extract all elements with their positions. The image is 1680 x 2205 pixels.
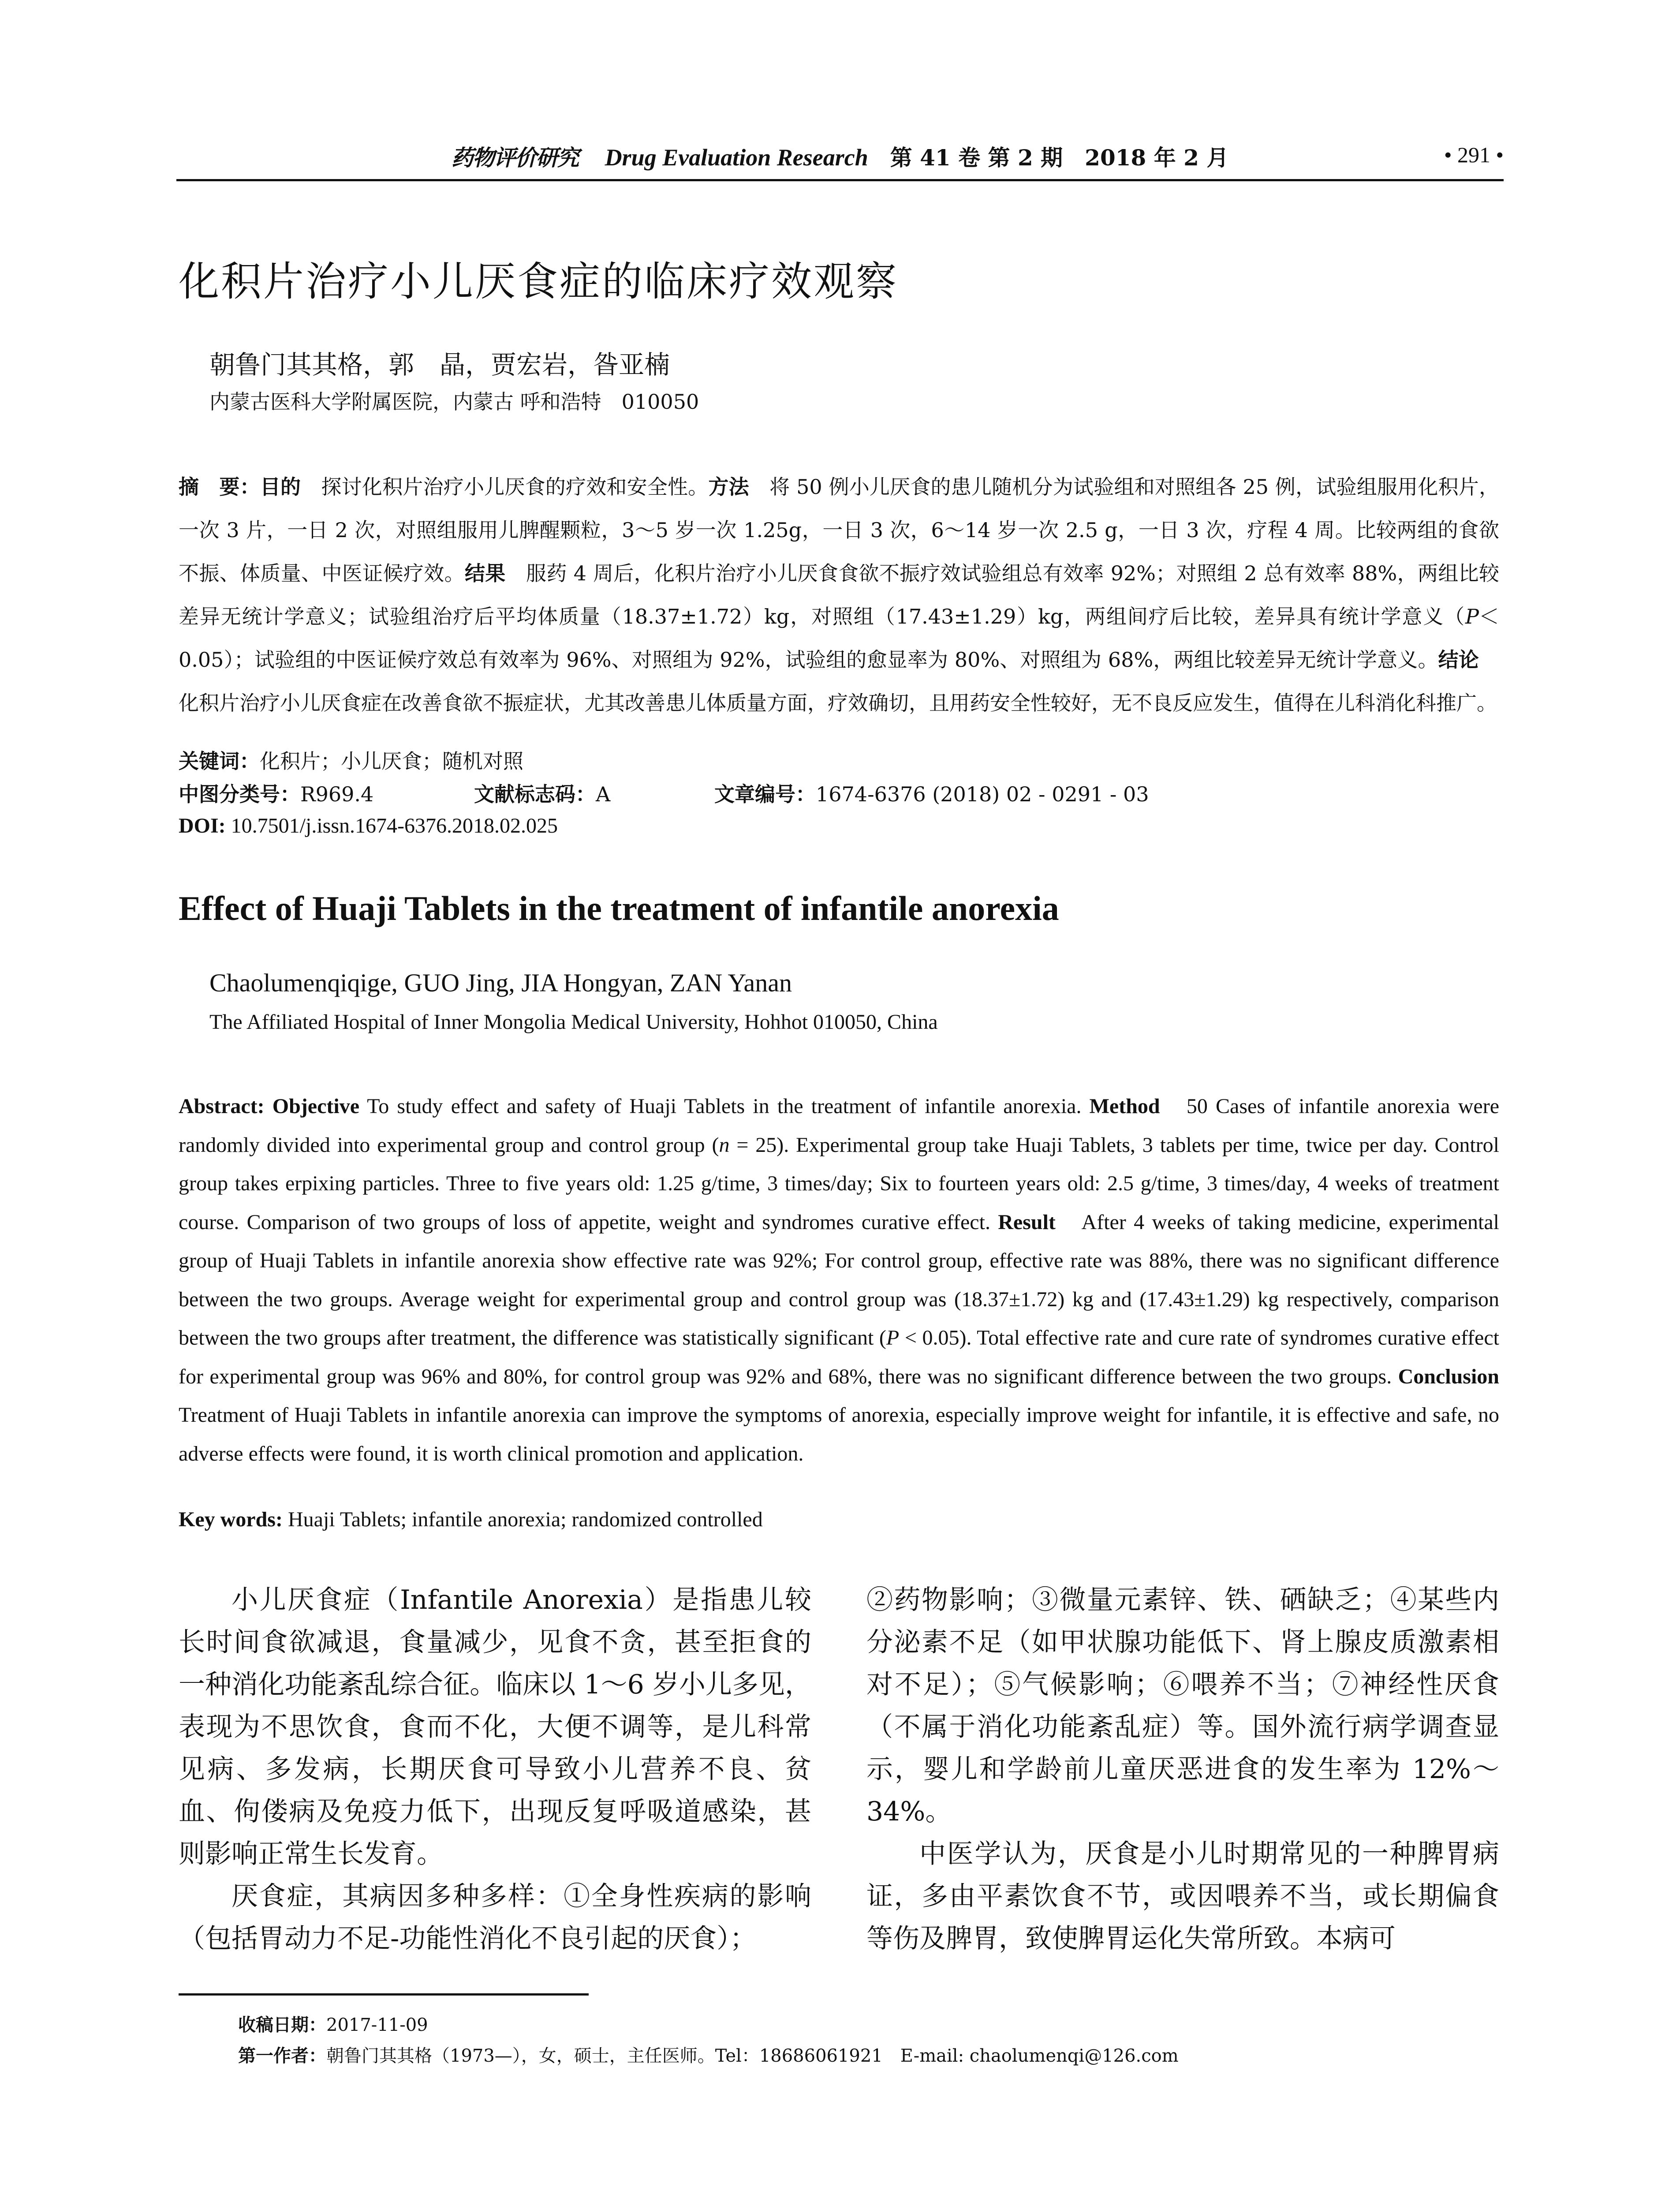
received-label: 收稿日期：: [238, 2015, 326, 2035]
authors-cn: 朝鲁门其其格，郭 晶，贾宏岩，昝亚楠: [209, 350, 670, 380]
keywords-text-en: Huaji Tablets; infantile anorexia; randomized controlled: [282, 1508, 763, 1531]
method-label-en: Method: [1089, 1095, 1160, 1118]
keywords-label-en: Key words:: [179, 1508, 283, 1531]
doc-code-label: 文献标志码：: [474, 782, 596, 806]
method-n-en: n: [719, 1133, 730, 1157]
conclusion-label-cn: 结论: [1438, 648, 1479, 672]
clc-label: 中图分类号：: [179, 782, 300, 806]
abstract-cn: [179, 465, 1499, 725]
authors-en: Chaolumenqiqige, GUO Jing, JIA Hongyan, ZAN Yanan: [209, 968, 792, 997]
article-title-cn: 化积片治疗小儿厌食症的临床疗效观察: [179, 258, 899, 305]
body-column-right: [866, 1579, 1499, 1960]
keywords-text-cn: 化积片；小儿厌食；随机对照: [260, 749, 523, 773]
keywords-cn: [179, 745, 523, 774]
journal-name-en: Drug Evaluation Research: [605, 144, 868, 171]
keywords-label-cn: 关键词：: [179, 749, 260, 773]
article-no-label: 文章编号：: [714, 782, 816, 806]
body-column-left: [179, 1579, 811, 1960]
volume-issue: 第 41 卷 第 2 期 2018 年 2 月: [890, 145, 1229, 171]
clc-value: R969.4: [300, 782, 374, 806]
affiliation-cn: 内蒙古医科大学附属医院，内蒙古 呼和浩特 010050: [209, 390, 699, 414]
first-author-value: 朝鲁门其其格（1973—），女，硕士，主任医师。Tel：18686061921 E-mail: chaolumenqi@126.com: [326, 2046, 1179, 2066]
conclusion-text-cn: 化积片治疗小儿厌食症在改善食欲不振症状，尤其改善患儿体质量方面，疗效确切，且用药安全性较好，无不良反应发生，值得在儿科消化科推广。: [179, 648, 1500, 715]
objective-text-cn: 探讨化积片治疗小儿厌食的疗效和安全性。: [301, 475, 709, 499]
received-value: 2017-11-09: [326, 2015, 428, 2035]
article-no-value: 1674-6376 (2018) 02 - 0291 - 03: [816, 782, 1149, 806]
objective-text-en: To study effect and safety of Huaji Tablets in the treatment of infantile anorexia.: [359, 1095, 1090, 1118]
first-author-label: 第一作者：: [238, 2046, 326, 2066]
first-author-footnote: [238, 2042, 1179, 2067]
conclusion-label-en: Conclusion: [1398, 1364, 1499, 1388]
running-header: [176, 132, 1504, 181]
result-text-cn-2: ＜0.05）；试验组的中医证候疗效总有效率为 96%、对照组为 92%，试验组的愈显率为 80%、对照组为 68%，两组比较差异无统计学意义。: [179, 605, 1499, 672]
doi-line: [179, 814, 558, 838]
header-journal-line: [176, 140, 1504, 172]
objective-label-en: Objective: [264, 1095, 360, 1118]
header-rule: [176, 179, 1504, 181]
method-label-cn: 方法: [708, 475, 749, 499]
result-text-en: After 4 weeks of taking medicine, experimental group of Huaji Tablets in infantile anorexia show effective rate was 92%; For control group, effective rate was 88%, there was no significant difference between the two groups. Average weight for experimental group and control group was (18.37±1.72) kg and (17.43±1.29) kg respectively, comparison between the two groups after treatment, the difference was statistically significant (: [179, 1210, 1499, 1349]
keywords-en: [179, 1507, 763, 1532]
result-p-cn: P: [1465, 605, 1479, 628]
body-paragraph: 中医学认为，厌食是小儿时期常见的一种脾胃病证，多由平素饮食不节，或因喂养不当，或长期偏食等伤及脾胃，致使脾胃运化失常所致。本病可: [866, 1839, 1499, 1954]
abstract-label-cn: 摘 要：: [179, 475, 260, 499]
body-paragraph: 小儿厌食症（Infantile Anorexia）是指患儿较长时间食欲减退，食量减少，见食不贪，甚至拒食的一种消化功能紊乱综合征。临床以 1～6 岁小儿多见，表现为不思饮食，食而不化，大便不调等，是儿科常见病、多发病，长期厌食可导致小儿营养不良、贫血、佝偻病及免疫力低下，出现反复呼吸道感染，甚则影响正常生长发育。: [179, 1585, 811, 1869]
result-text-en-2: < 0.05). Total effective rate and cure rate of syndromes curative effect for experimental group was 96% and 80%, for control group was 92% and 68%, there was no significant difference between the two groups.: [179, 1326, 1499, 1388]
body-paragraph: ②药物影响；③微量元素锌、铁、硒缺乏；④某些内分泌素不足（如甲状腺功能低下、肾上腺皮质激素相对不足）；⑤气候影响；⑥喂养不当；⑦神经性厌食（不属于消化功能紊乱症）等。国外流行病学调查显示，婴儿和学龄前儿童厌恶进食的发生率为 12%～34%。: [866, 1585, 1499, 1827]
result-p-en: P: [886, 1326, 900, 1349]
page-number: • 291 •: [1444, 142, 1504, 167]
abstract-en: [179, 1087, 1499, 1473]
article-title-en: Effect of Huaji Tablets in the treatment of infantile anorexia: [179, 889, 1059, 927]
result-label-en: Result: [998, 1210, 1056, 1234]
objective-label-cn: 目的: [260, 475, 301, 499]
method-text-en-2: = 25). Experimental group take Huaji Tablets, 3 tablets per time, twice per day. Control group takes erpixing particles. Three to five years old: 1.25 g/time, 3 times/day; Six to fourteen years old: 2.5 g/time, 3 times/day, 4 weeks of treatment course. Comparison of two groups of loss of appetite, weight and syndromes curative effect.: [179, 1133, 1499, 1234]
article-number: [714, 778, 1149, 807]
conclusion-text-en: Treatment of Huaji Tablets in infantile anorexia can improve the symptoms of anorexia, especially improve weight for infantile, it is effective and safe, no adverse effects were found, it is worth clinical promotion and application.: [179, 1403, 1499, 1465]
classification-line: [179, 778, 1499, 814]
method-text-en: 50 Cases of infantile anorexia were randomly divided into experimental group and control group (: [179, 1095, 1500, 1157]
journal-logo: 药物评价研究: [451, 145, 579, 171]
body-paragraph: 厌食症，其病因多种多样：①全身性疾病的影响（包括胃动力不足-功能性消化不良引起的厌食）；: [179, 1881, 811, 1954]
result-label-cn: 结果: [464, 561, 506, 585]
document-code: [474, 778, 610, 807]
doi-value: 10.7501/j.issn.1674-6376.2018.02.025: [225, 814, 558, 837]
method-text-cn: 将 50 例小儿厌食的患儿随机分为试验组和对照组各 25 例，试验组服用化积片，一次 3 片，一日 2 次，对照组服用儿脾醒颗粒，3～5 岁一次 1.25g，一日 3 次，6～14 岁一次 2.5 g，一日 3 次，疗程 4 周。比较两组的食欲不振、体质量、中医证候疗效。: [179, 475, 1500, 585]
affiliation-en: The Affiliated Hospital of Inner Mongolia Medical University, Hohhot 010050, China: [209, 1010, 938, 1034]
doi-label: DOI:: [179, 814, 226, 837]
clc-code: [179, 778, 373, 807]
footnote-rule: [179, 1993, 589, 1996]
abstract-label-en: Abstract:: [179, 1095, 265, 1118]
received-date-footnote: [238, 2011, 428, 2036]
doc-code-value: A: [596, 782, 611, 806]
result-text-cn: 服药 4 周后，化积片治疗小儿厌食食欲不振疗效试验组总有效率 92%；对照组 2 总有效率 88%，两组比较差异无统计学意义；试验组治疗后平均体质量（18.37±1.72）kg，对照组（17.43±1.29）kg，两组间疗后比较，差异具有统计学意义（: [179, 561, 1500, 628]
